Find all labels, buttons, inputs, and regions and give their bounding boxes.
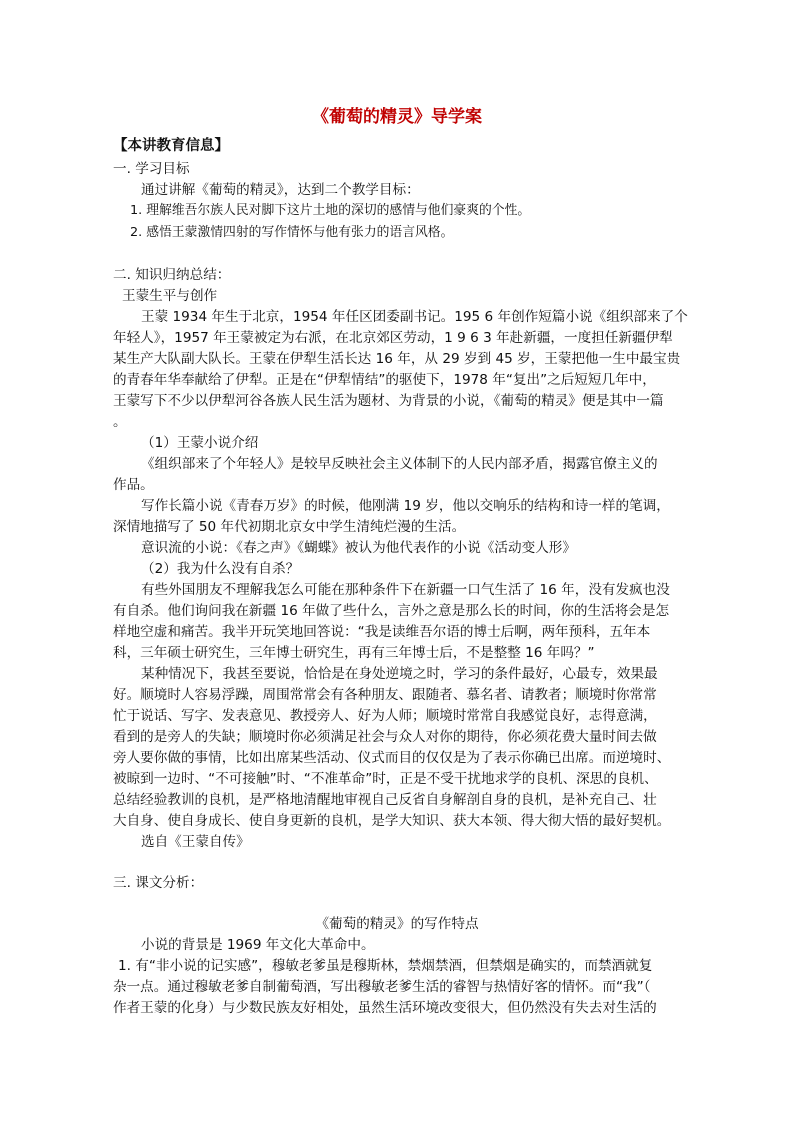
paragraph-line: 忙于说话、写字、发表意见、教授旁人、好为人师；顺境时常常自我感觉良好，志得意满， <box>113 708 657 724</box>
paragraph-line: 旁人要你做的事情，比如出席某些活动、仪式而目的仅仅是为了表示你确已出席。而逆境时、 <box>113 750 671 766</box>
paragraph-line: 好。顺境时人容易浮躁，周围常常会有各种朋友、跟随者、慕名者、请教者；顺境时你常常 <box>113 687 657 703</box>
paragraph-line: 杂一点。通过穆敏老爹自制葡萄酒，写出穆敏老爹生活的睿智与热情好客的情怀。而“我”（ <box>113 979 651 995</box>
paragraph-line: 通过讲解《葡萄的精灵》，达到二个教学目标： <box>141 182 420 198</box>
heading-3: 三. 课文分析： <box>113 875 204 891</box>
paragraph-line: 写作长篇小说《青春万岁》的时候，他刚满 19 岁，他以交响乐的结构和诗一样的笔调， <box>141 498 670 514</box>
paragraph-line: 《组织部来了个年轻人》是较早反映社会主义体制下的人民内部矛盾，揭露官僚主义的 <box>141 456 658 472</box>
paragraph-line: 王蒙 1934 年生于北京，1954 年任区团委副书记。195 6 年创作短篇小说《组织部来了个 <box>141 309 688 325</box>
paragraph-line: 总结经验教训的良机，是严格地清醒地审视自己反省自身解剖自身的良机，是补充自己、壮 <box>113 792 657 808</box>
paragraph-line: 王蒙写下不少以伊犁河谷各族人民生活为题材、为背景的小说，《葡萄的精灵》便是其中一篇 <box>113 393 664 409</box>
page-title: 《葡萄的精灵》导学案 <box>312 107 482 127</box>
paragraph-line: 有些外国朋友不理解我怎么可能在那种条件下在新疆一口气生活了 16 年，没有发疯也没 <box>141 582 670 598</box>
paragraph-line: 年轻人》，1957 年王蒙被定为右派，在北京郊区劳动，1 9 6 3 年赴新疆，一度担任新疆伊犁 <box>113 330 673 346</box>
paragraph-line: 小说的背景是 1969 年文化大革命中。 <box>141 937 375 953</box>
paragraph-line: 被晾到一边时、“不可接触”时、“不准革命”时，正是不受干扰地求学的良机、深思的良机、 <box>113 771 658 787</box>
heading-1: 一. 学习目标 <box>113 161 190 177</box>
list-item: 2. 感悟王蒙激情四射的写作情怀与他有张力的语言风格。 <box>130 225 454 240</box>
subheading: （1）王蒙小说介绍 <box>141 435 259 451</box>
paragraph-line: 有自杀。他们询问我在新疆 16 年做了些什么，言外之意是那么长的时间，你的生活将会是怎 <box>113 603 670 619</box>
paragraph-line: 看到的是旁人的失缺；顺境时你必须满足社会与众人对你的期待，你必须花费大量时间去做 <box>113 729 657 745</box>
paragraph-line: 大自身、使自身成长、使自身更新的良机，是学大知识、获大本领、得大彻大悟的最好契机。 <box>113 813 671 829</box>
paragraph-line: 深情地描写了 50 年代初期北京女中学生清纯烂漫的生活。 <box>113 519 466 535</box>
subheading: （2）我为什么没有自杀？ <box>141 561 300 577</box>
paragraph-line: 样地空虚和痛苦。我半开玩笑地回答说：“我是读维吾尔语的博士后啊，两年预科，五年本 <box>113 624 651 640</box>
source-note: 选自《王蒙自传》 <box>141 834 250 850</box>
paragraph-line: 的青春年华奉献给了伊犁。正是在“伊犁情结”的驱使下，1978 年“复出”之后短短几年中， <box>113 372 656 388</box>
list-item: 1. 理解维吾尔族人民对脚下这片土地的深切的感情与他们豪爽的个性。 <box>130 203 531 218</box>
paragraph-line: 作者王蒙的化身）与少数民族友好相处，虽然生活环境改变很大，但仍然没有失去对生活的 <box>113 1000 657 1016</box>
section-heading: 【本讲教育信息】 <box>113 138 229 154</box>
paragraph-line: 意识流的小说：《春之声》《蝴蝶》被认为他代表作的小说《活动变人形》 <box>141 540 576 556</box>
paragraph-line: 某生产大队副大队长。王蒙在伊犁生活长达 16 年，从 29 岁到 45 岁，王蒙把他一生中最宝贵 <box>113 351 681 367</box>
list-item: 1. 有“非小说的记实感”，穆敏老爹虽是穆斯林，禁烟禁酒，但禁烟是确实的，而禁酒就复 <box>118 958 653 974</box>
heading-2: 二. 知识归纳总结： <box>113 267 231 283</box>
subheading: 王蒙生平与创作 <box>122 288 218 304</box>
paragraph-line: 。 <box>113 414 127 430</box>
paragraph-line: 科，三年硕士研究生，三年博士研究生，再有三年博士后，不是整整 16 年吗？” <box>113 645 595 661</box>
section-title: 《葡萄的精灵》的写作特点 <box>315 916 479 932</box>
paragraph-line: 某种情况下，我甚至要说，恰恰是在身处逆境之时，学习的条件最好，心最专，效果最 <box>141 666 658 682</box>
paragraph-line: 作品。 <box>113 477 154 493</box>
